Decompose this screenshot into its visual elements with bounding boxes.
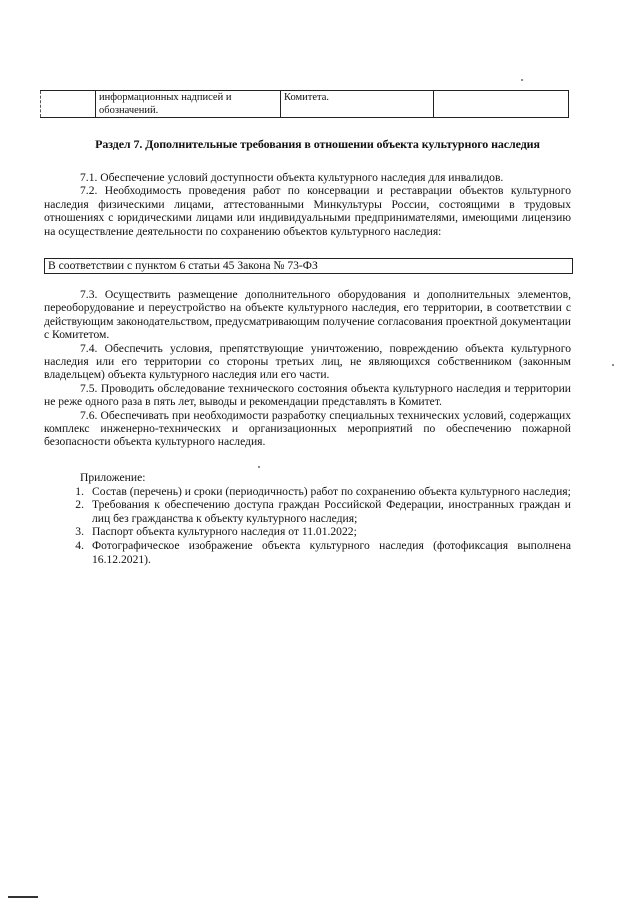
scan-speck — [258, 466, 260, 468]
paragraph-7-4: 7.4. Обеспечить условия, препятствующие уничтожению, повреждению объекта культурного наследия или его территории со стороны третьих лиц, не являющихся собственником (законным владельцем) объекта культурного наследия или его части. — [44, 341, 571, 382]
cell-line: обозначений. — [99, 105, 159, 116]
paragraph-7-6: 7.6. Обеспечивать при необходимости разработку специальных технических условий, содержащих комплекс инженерно-технических и организационных мероприятий по обеспечению пожарной безопасности объекта культурного наследия. — [44, 408, 571, 449]
law-reference-box: В соответствии с пунктом 6 статьи 45 Закона № 73-ФЗ — [44, 258, 573, 274]
list-item-text: Требования к обеспечению доступа граждан Российской Федерации, иностранных граждан и лиц без гражданства к объекту культурного наследия; — [92, 498, 571, 525]
list-item-number: 3. — [75, 525, 84, 539]
appendix — [44, 471, 571, 566]
list-item-text: Паспорт объекта культурного наследия от 11.01.2022; — [92, 525, 357, 539]
requirements-table-fragment — [40, 90, 569, 118]
scan-speck — [521, 79, 523, 81]
list-item — [44, 485, 571, 499]
table-cell-empty — [41, 91, 96, 118]
list-item — [44, 498, 571, 525]
paragraph-7-1: 7.1. Обеспечение условий доступности объекта культурного наследия для инвалидов. — [80, 171, 504, 184]
list-item-text: Фотографическое изображение объекта культурного наследия (фотофиксация выполнена 16.12.2021). — [92, 538, 571, 566]
table-row — [41, 91, 569, 118]
paragraph-7-3: 7.3. Осуществить размещение дополнительного оборудования и дополнительных элементов, переоборудование и переустройство на объекте культурного наследия, его территории, в соответствии с действующим законодательством, предусматривающим получение согласования проектной документации с Комитетом. — [44, 288, 571, 342]
paragraph-7-5: 7.5. Проводить обследование технического состояния объекта культурного наследия и территории не реже одного раза в пять лет, выводы и рекомендации представлять в Комитет. — [44, 381, 571, 409]
list-item-text: Состав (перечень) и сроки (периодичность) работ по сохранению объекта культурного наследия; — [92, 484, 571, 498]
list-item-number: 4. — [75, 538, 84, 552]
list-item — [44, 539, 571, 566]
scan-edge-mark — [8, 896, 38, 898]
paragraphs-block-a — [44, 171, 571, 238]
paragraph-7-2: 7.2. Необходимость проведения работ по консервации и реставрации объектов культурного наследия физическими лицами, аттестованными Минкультуры России, состоящими в трудовых отношениях с юридическими лицами или индивидуальными предпринимателями, имеющими лицензию на осуществление деятельности по сохранению объектов культурного наследия: — [44, 184, 571, 238]
section-title: Раздел 7. Дополнительные требования в отношении объекта культурного наследия — [95, 137, 540, 151]
paragraphs-block-b — [44, 288, 571, 449]
list-item — [44, 525, 571, 539]
table-cell-description — [96, 91, 281, 118]
appendix-label: Приложение: — [80, 471, 146, 484]
table-cell-empty — [434, 91, 569, 118]
cell-line: информационных надписей и — [99, 92, 232, 103]
table-cell-authority: Комитета. — [281, 91, 434, 118]
list-item-number: 1. — [75, 484, 84, 498]
list-item-number: 2. — [75, 498, 84, 512]
appendix-list — [44, 485, 571, 567]
scan-speck — [612, 364, 614, 366]
